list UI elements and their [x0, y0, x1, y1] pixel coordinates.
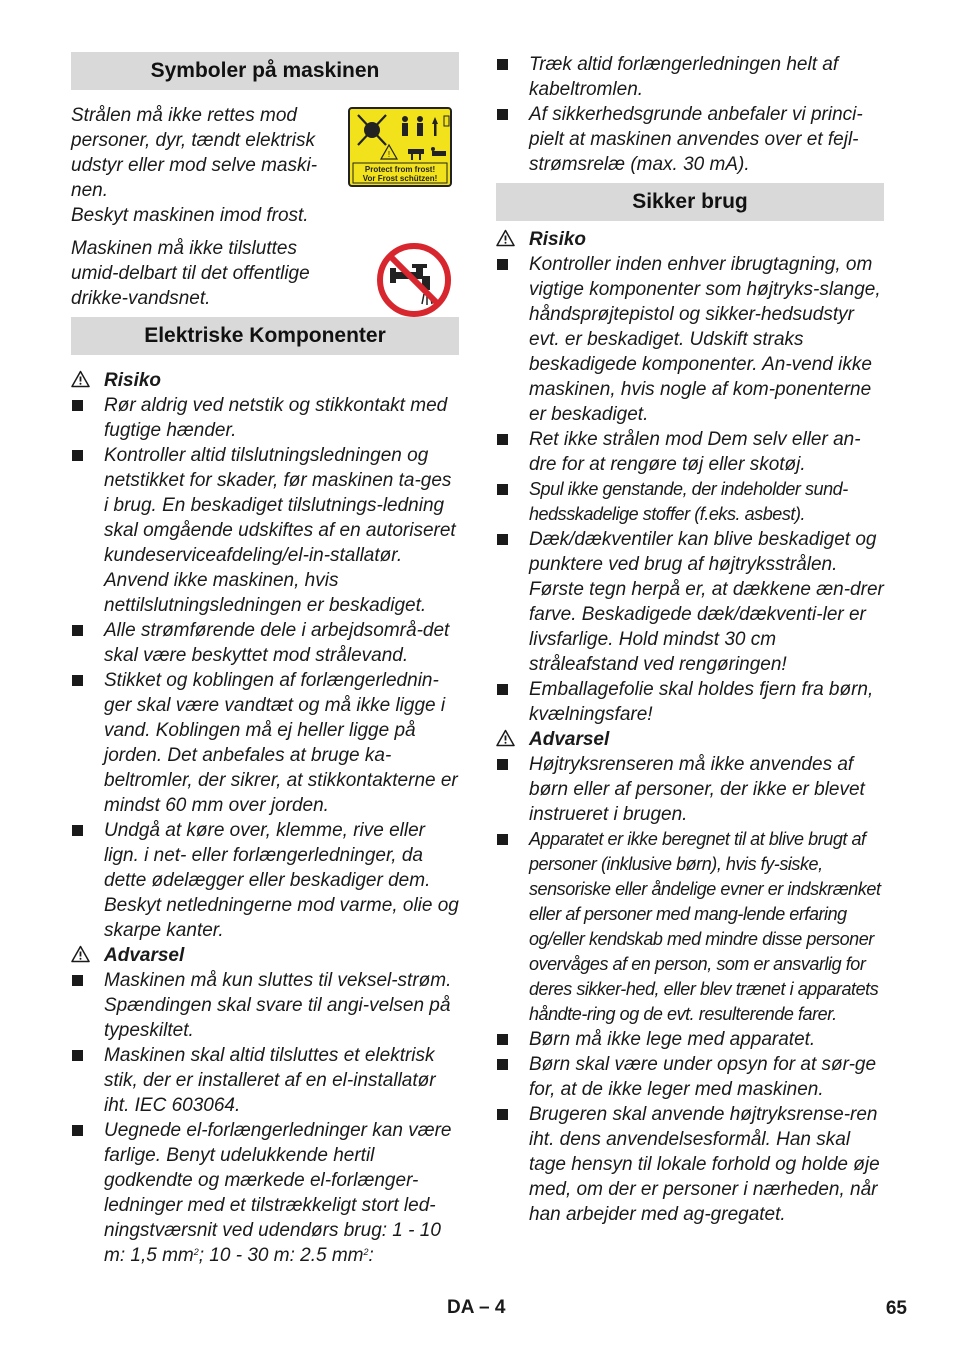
electrical-components-heading: Elektriske Komponenter — [71, 317, 459, 355]
list-item-text: Uegnede el-forlængerledninger kan være farlige. Benyt udelukkende hertil godkendte og mærkede el-forlænger-ledninger med et tilstrækkeligt stort led-ningstværsnit ved udendørs brug: 1 - 10 m: 1,5 mm — [104, 1120, 452, 1266]
list-item: Stikket og koblingen af forlængerlednin-ger skal være vandtæt og må ikke ligge i vand. Koblingen må ej heller ligge på jorden. Det anbefales at bruge ka-beltromler, der sikrer, at stikkontakterne er mindst 60 mm over jorden. — [71, 668, 459, 818]
section-page-label: DA – 4 — [447, 1297, 506, 1318]
drinking-water-symbol-block — [71, 236, 459, 311]
risk-label-left — [71, 368, 459, 393]
frost-sign-text-2: Vor Frost schützen! — [362, 174, 438, 183]
warning-label-left — [71, 943, 459, 968]
svg-text:!: ! — [387, 150, 391, 159]
left-body — [71, 368, 459, 1268]
risk-label-right — [496, 227, 884, 252]
safe-use-heading: Sikker brug — [496, 183, 884, 221]
page-number: 65 — [885, 1298, 907, 1319]
list-item: Børn skal være under opsyn for at sør-ge for, at de ikke leger med maskinen. — [496, 1052, 884, 1102]
warning-triangle-icon — [71, 945, 90, 963]
warning-label-text: Advarsel — [104, 945, 185, 966]
list-item: Kontroller altid tilslutningsledningen og netstikket for skader, før maskinen ta-ges i brug. En beskadiget tilslutnings-ledning skal omgående udskiftes af en autoriseret kundeserviceafdeling/el-in-stallatør. Anvend ikke maskinen, hvis nettilslutningsledningen er beskadiget. — [71, 443, 459, 618]
list-item: Brugeren skal anvende højtryksrense-ren iht. dens anvendelsesformål. Han skal tage hensyn til lokale forhold og holde øje med, om der er personer i nærheden, når han arbejder med ag-gregatet. — [496, 1102, 884, 1227]
list-item: Apparatet er ikke beregnet til at blive brugt af personer (inklusive børn), hvis fy-siske, sensoriske eller åndelige evner er indskrænket eller af personer med mang-lende erfaring og/eller kendskab med mindre disse personer overvåges af en person, som er ansvarlig for deres sikker-hed, eller blev trænet i apparatets håndte-ring og de evt. resulterende farer. — [496, 827, 884, 1027]
symbols-text-2: Beskyt maskinen imod frost. — [71, 205, 309, 226]
list-item: Maskinen må kun sluttes til veksel-strøm. Spændingen skal svare til angi-velsen på typeskiltet. — [71, 968, 459, 1043]
list-item: Dæk/dækventiler kan blive beskadiget og punktere ved brug af højtryksstrålen. Første tegn herpå er, at dækkene æn-drer farve. Beskadigede dæk/dækventi-ler er livsfarlige. Hold mindst 30 cm stråleafstand ved rengøringen! — [496, 527, 884, 677]
frost-symbol-block — [71, 103, 459, 228]
superscript: 2 — [363, 1247, 369, 1257]
list-item: Ret ikke strålen mod Dem selv eller an-dre for at rengøre tøj eller skotøj. — [496, 427, 884, 477]
list-item: Børn må ikke lege med apparatet. — [496, 1027, 884, 1052]
protect-from-frost-warning-icon — [348, 107, 452, 187]
list-item: Spul ikke genstande, der indeholder sund-hedsskadelige stoffer (f.eks. asbest). — [496, 477, 884, 527]
symbols-heading: Symboler på maskinen — [71, 52, 459, 90]
list-item: Af sikkerhedsgrunde anbefaler vi princi-pielt at maskinen anvendes over et fejl-strømsrelæ (max. 30 mA). — [496, 102, 884, 177]
right-column — [496, 52, 884, 1227]
list-item: Højtryksrenseren må ikke anvendes af børn eller af personer, der ikke er blevet instrueret i brugen. — [496, 752, 884, 827]
no-drinking-water-connection-icon — [376, 242, 452, 318]
symbols-text-3: Maskinen må ikke tilsluttes umid-delbart til det offentlige drikke-vandsnet. — [71, 238, 310, 309]
warning-label-text: Advarsel — [529, 729, 610, 750]
symbols-text-1: Strålen må ikke rettes mod personer, dyr, tændt elektrisk udstyr eller mod selve maski-nen. — [71, 105, 318, 201]
risk-label-text: Risiko — [529, 229, 587, 250]
list-item: Kontroller inden enhver ibrugtagning, om vigtige komponenter som højtryks-slange, håndsprøjtepistol og sikker-hedsudstyr evt. er beskadiget. Udskift straks beskadigede komponenter. An-vend ikke maskinen, hvis nogle af kom-ponenterne er beskadiget. — [496, 252, 884, 427]
list-item-text: ; 10 - 30 m: 2.5 mm — [198, 1245, 364, 1266]
list-item: Undgå at køre over, klemme, rive eller lign. i net- eller forlængerledninger, da dette ødelægger eller beskadiger dem. Beskyt netledningerne mod varme, olie og skarpe kanter. — [71, 818, 459, 943]
list-item-text: : — [368, 1245, 374, 1266]
left-column — [71, 52, 459, 1268]
warning-triangle-icon — [71, 370, 90, 388]
list-item: Maskinen skal altid tilsluttes et elektrisk stik, der er installeret af en el-installatør iht. IEC 603064. — [71, 1043, 459, 1118]
list-item — [71, 1118, 459, 1268]
list-item: Rør aldrig ved netstik og stikkontakt med fugtige hænder. — [71, 393, 459, 443]
frost-sign-text-1: Protect from frost! — [364, 165, 436, 174]
warning-triangle-icon — [496, 229, 515, 247]
list-item: Træk altid forlængerledningen helt af kabeltromlen. — [496, 52, 884, 102]
warning-triangle-icon — [496, 729, 515, 747]
risk-label-text: Risiko — [104, 370, 162, 391]
warning-label-right — [496, 727, 884, 752]
list-item: Alle strømførende dele i arbejdsområ-det skal være beskyttet mod strålevand. — [71, 618, 459, 668]
right-body — [496, 227, 884, 1227]
superscript: 2 — [193, 1247, 199, 1257]
list-item: Emballagefolie skal holdes fjern fra børn, kvælningsfare! — [496, 677, 884, 727]
